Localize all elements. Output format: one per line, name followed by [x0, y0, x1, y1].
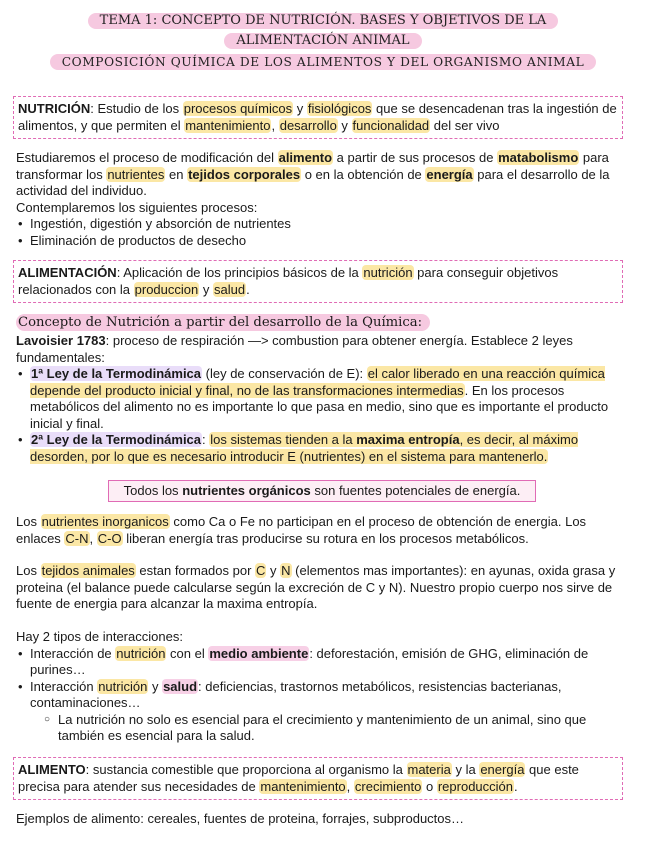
list-item: [16, 679, 626, 712]
term-lavoisier: Lavoisier 1783: [16, 333, 106, 348]
subtitle-wrap: [0, 54, 646, 70]
page-title: TEMA 1: CONCEPTO DE NUTRICIÓN. BASES Y OBJETIVOS DE LA: [88, 13, 559, 29]
highlight: tejidos animales: [41, 563, 135, 578]
text: Los: [16, 514, 41, 529]
term-alimentacion: ALIMENTACIÓN: [18, 265, 117, 280]
text: Estudiaremos el proceso de modificación del: [16, 150, 278, 165]
paragraph-interacciones: [16, 629, 626, 745]
highlight: salud: [213, 281, 246, 297]
text: a partir de sus procesos de: [333, 150, 498, 165]
text: estan formados por: [135, 563, 256, 578]
text: y la: [451, 762, 480, 777]
highlight: nutrientes inorganicos: [41, 514, 169, 529]
definition-box-nutricion: [13, 96, 623, 139]
text: y: [266, 563, 281, 578]
paragraph-quimica: [16, 333, 626, 465]
page-title-cont: ALIMENTACIÓN ANIMAL: [224, 33, 421, 49]
text: o: [422, 778, 437, 794]
text: los sistemas tienden a la: [210, 432, 357, 447]
contemplaremos-text: Contemplaremos los siguientes procesos:: [16, 199, 258, 215]
text: del ser vivo: [430, 117, 500, 133]
text: .: [246, 281, 250, 297]
text: para conseguir objetivos relacionados con la: [18, 265, 559, 297]
highlight: reproducción: [437, 778, 513, 794]
text: ,: [271, 117, 279, 133]
text: , es decir, al máximo desorden, por lo que es necesario introducir E (nutrientes) en el sistema para mantenerlo.: [30, 432, 579, 464]
highlight: nutrientes: [107, 166, 165, 182]
text: (elementos mas importantes): en ayunas, oxida grasa y proteina (el balance puede calcularse según la excreción de C y N). Nuestro propio cuerpo nos sirve de fuente de energia para alcanzar la maxima entropía.: [16, 563, 616, 611]
text: para el desarrollo de la actividad del individuo.: [16, 166, 610, 198]
text: liberan energía tras producirse su rotura en los procesos metabólicos.: [122, 530, 529, 546]
section-heading: Concepto de Nutrición a partir del desarrollo de la Química:: [16, 314, 430, 331]
paragraph-estudiaremos: [16, 150, 626, 249]
text: para transformar los: [16, 150, 609, 182]
highlight: fisiológicos: [307, 101, 372, 116]
text: :: [202, 432, 210, 447]
page-subtitle: COMPOSICIÓN QUÍMICA DE LOS ALIMENTOS Y DEL ORGANISMO ANIMAL: [50, 54, 597, 70]
highlight: produccion: [134, 281, 199, 297]
highlight: materia: [407, 762, 451, 777]
text-bold: nutrientes orgánicos: [182, 483, 311, 498]
text: son fuentes potenciales de energía.: [310, 483, 521, 498]
highlight: alimento: [278, 150, 333, 165]
paragraph-tejidos: [16, 563, 626, 613]
paragraph-inorganicos: [16, 514, 626, 547]
text: que se desencadenan tras la ingestión de alimentos, y que permiten el: [18, 101, 617, 133]
highlight-pink: salud: [163, 678, 198, 694]
text: Los: [16, 563, 41, 578]
highlight-term: 1ª Ley de la Termodinámica: [31, 366, 202, 381]
highlight: nutrición: [98, 678, 148, 694]
text: .: [514, 778, 518, 794]
sub-list-item: ○ La nutrición no solo es esencial para el crecimiento y mantenimiento de un animal, sino que también es esencial para la salud.: [16, 712, 626, 745]
text: (ley de conservación de E):: [202, 366, 367, 381]
text: Interacción de: [30, 645, 116, 661]
text: Interacción: [30, 678, 98, 694]
text: ,: [89, 530, 97, 546]
estudiaremos-text: [16, 150, 626, 200]
interacciones-intro: Hay 2 tipos de interacciones:: [16, 629, 183, 644]
text: en: [165, 166, 188, 182]
text: . En los procesos metabólicos del alimento no es importante lo que pasa en medio, sino que es importante el producto inicial y final.: [30, 382, 609, 431]
text-bold: maxima entropía: [356, 432, 460, 447]
text: : Aplicación de los principios básicos de la: [116, 265, 363, 280]
highlight: C-O: [97, 530, 122, 546]
highlight-term: 2ª Ley de la Termodinámica: [31, 432, 202, 447]
text: : proceso de respiración —> combustion para obtener energía. Establece 2 leyes fundamentales:: [16, 333, 573, 365]
text: : sustancia comestible que proporciona al organismo la: [85, 762, 407, 777]
term-alimento: ALIMENTO: [18, 762, 86, 777]
definition-box-alimento: [13, 757, 623, 800]
highlight: tejidos corporales: [188, 166, 301, 182]
highlight: matabolismo: [498, 150, 579, 165]
text: que este precisa para atender sus necesidades de: [18, 762, 579, 794]
callout-box: [108, 480, 536, 502]
text: : deficiencias, trastornos metabólicos, resistencias bacterianas, contaminaciones…: [30, 678, 562, 710]
list-item: [16, 432, 626, 465]
lavoisier-text: [16, 333, 626, 366]
highlight: procesos químicos: [183, 101, 293, 116]
term-nutricion: NUTRICIÓN: [18, 101, 91, 116]
text: ,: [346, 778, 354, 794]
highlight: mantenimiento: [185, 117, 271, 133]
highlight: C-N: [65, 530, 89, 546]
highlight: N: [281, 563, 291, 578]
text: y: [199, 281, 213, 297]
definition-box-alimentacion: [13, 260, 623, 303]
highlight: energía: [480, 762, 525, 777]
text: y: [148, 678, 163, 694]
highlight: desarrollo: [279, 117, 337, 133]
text: y: [337, 117, 352, 133]
highlight-pink: medio ambiente: [209, 645, 309, 661]
paragraph-ejemplos: Ejemplos de alimento: cereales, fuentes de proteina, forrajes, subproductos…: [16, 811, 465, 826]
highlight: energía: [426, 166, 473, 182]
highlight: funcionalidad: [352, 117, 430, 133]
highlight: mantenimiento: [260, 778, 346, 794]
list-item: • Ingestión, digestión y absorción de nutrientes: [16, 216, 626, 233]
highlight: crecimiento: [354, 778, 422, 794]
text: y: [293, 101, 307, 116]
highlight: el calor liberado en una reacción química depende del producto inicial y final, no de las transformaciones intermedias: [30, 366, 605, 398]
title-line-1-wrap: [0, 12, 646, 29]
text: : deforestación, emisión de GHG, eliminación de purines…: [30, 645, 589, 677]
list-item: [16, 366, 626, 432]
list-item: [16, 646, 626, 679]
text: Todos los: [123, 483, 183, 498]
text: : Estudio de los: [90, 101, 183, 116]
list-item: • Eliminación de productos de desecho: [16, 233, 626, 250]
text: con el: [166, 645, 209, 661]
highlight: nutrición: [116, 645, 166, 661]
text: o en la obtención de: [301, 166, 426, 182]
text: como Ca o Fe no participan en el proceso de obtención de energia. Los enlaces: [16, 514, 587, 546]
title-line-2-wrap: [0, 32, 646, 49]
highlight: C: [256, 563, 266, 578]
highlight: nutrición: [363, 265, 413, 280]
